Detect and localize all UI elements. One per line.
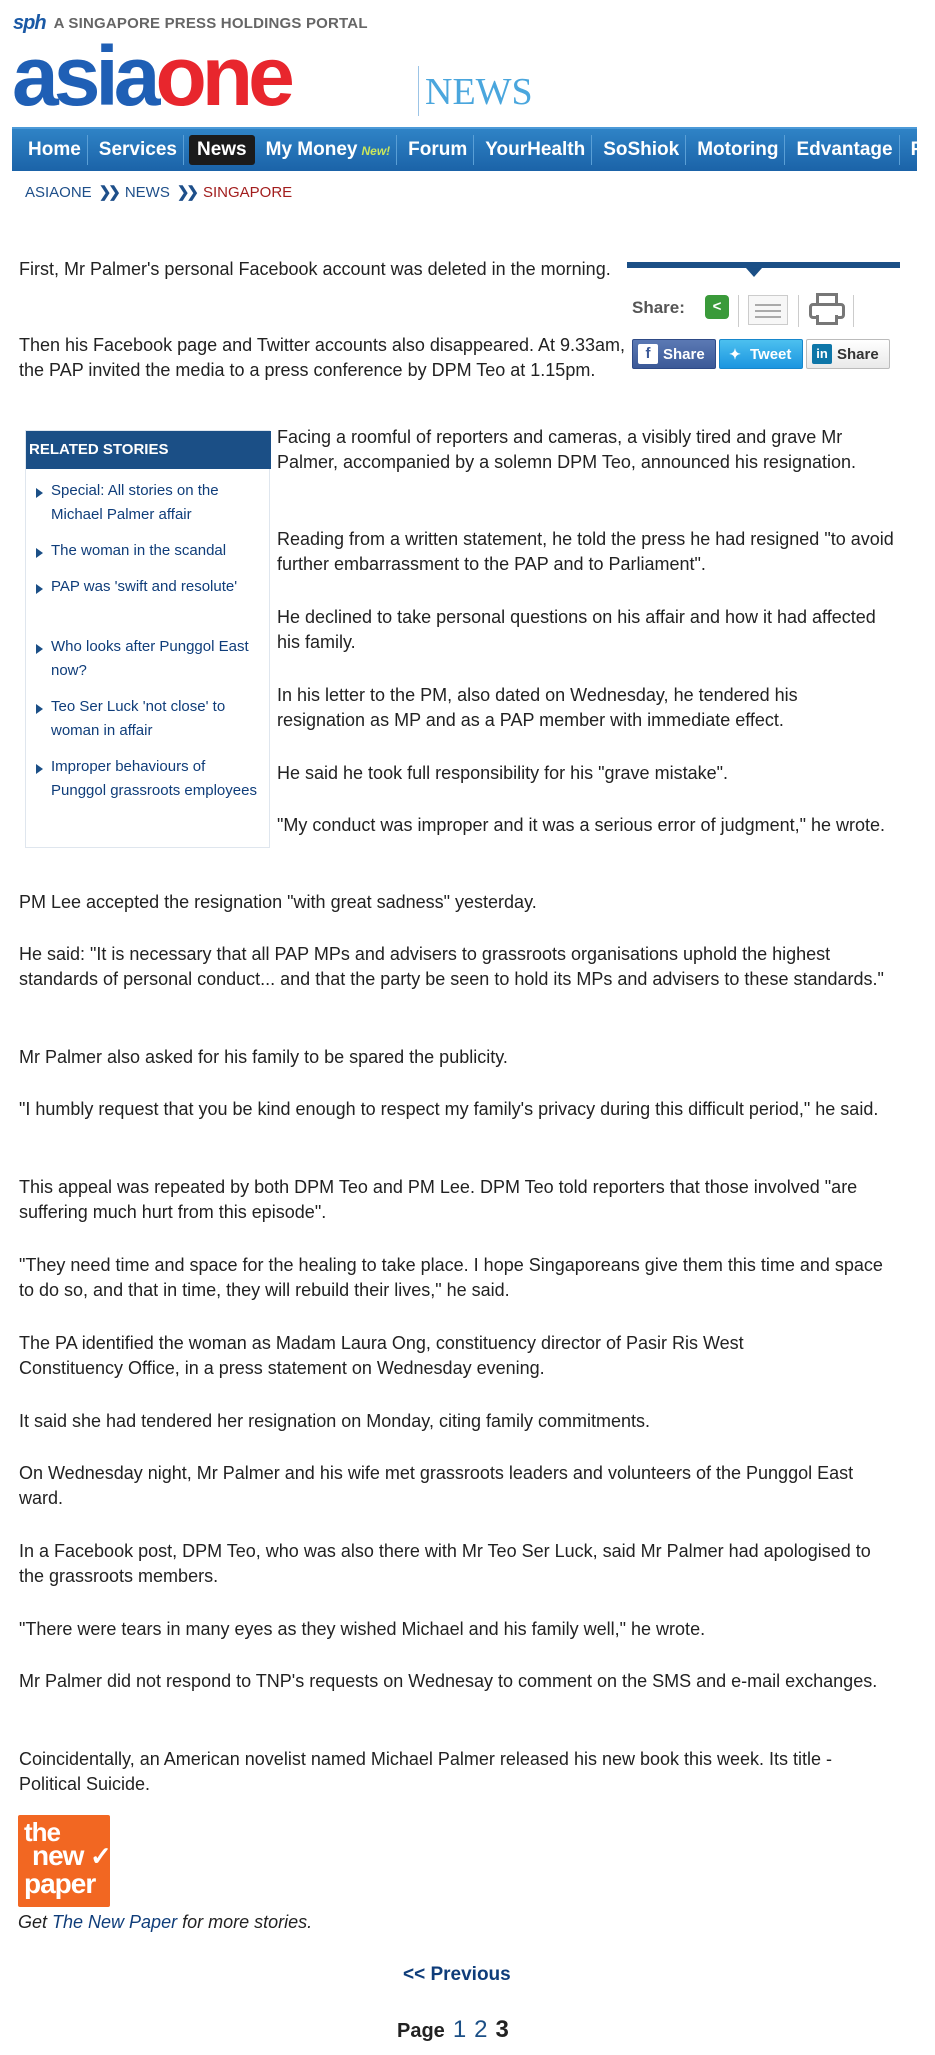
share-icon[interactable]: < (705, 295, 729, 319)
double-chevron-icon: ❯❯ (98, 184, 118, 201)
twitter-tweet-button[interactable] (719, 339, 803, 369)
article-paragraph: In a Facebook post, DPM Teo, who was also there with Mr Teo Ser Luck, said Mr Palmer had apologised to the grassroots members. (19, 1541, 871, 1586)
nav-label: Edvantage (796, 139, 893, 160)
article-paragraph: "I humbly request that you be kind enough to respect my family's privacy during this difficult period," he said. (19, 1099, 879, 1119)
article-paragraph: The PA identified the woman as Madam Laura Ong, constituency director of Pasir Ris West Constituency Office, in a press statement on Wednesday evening. (19, 1333, 744, 1378)
arrow-right-icon (36, 548, 43, 558)
nav-label: My Money (265, 139, 358, 160)
arrow-right-icon (36, 704, 43, 714)
nav-label: Pl (910, 139, 929, 160)
section-title: NEWS (425, 71, 533, 113)
related-story-link[interactable]: The woman in the scandal (51, 542, 227, 559)
page-1-link[interactable]: 1 (452, 2016, 467, 2043)
article-paragraph: Mr Palmer also asked for his family to be spared the publicity. (19, 1047, 508, 1067)
new-badge: New! (361, 144, 391, 158)
sph-logo[interactable]: sph (13, 12, 46, 34)
crumb-singapore[interactable]: SINGAPORE (202, 183, 293, 201)
article-paragraph: Mr Palmer did not respond to TNP's requests on Wednesay to comment on the SMS and e-mail exchanges. (19, 1671, 878, 1691)
checkmark-icon: ✓ (90, 1841, 111, 1871)
related-stories-title: RELATED STORIES (26, 431, 271, 469)
nav-yourhealth[interactable] (479, 135, 592, 165)
article-paragraph: He declined to take personal questions on his affair and how it had affected his family. (277, 607, 876, 652)
logo-asia-text: asia (12, 29, 156, 123)
divider (853, 295, 854, 327)
logo-line-paper: paper (24, 1868, 96, 1899)
facebook-icon: f (638, 344, 658, 364)
portal-text: A SINGAPORE PRESS HOLDINGS PORTAL (53, 15, 368, 32)
article-paragraph: "They need time and space for the healing to take place. I hope Singaporeans give them this time and space to do so, and that in time, they will rebuild their lives," he said. (19, 1255, 883, 1300)
related-story-link[interactable]: Who looks after Punggol East now? (51, 638, 249, 679)
get-prefix: Get (18, 1912, 53, 1932)
logo-divider (418, 66, 419, 116)
twitter-bird-icon: ✦ (729, 346, 741, 362)
article-paragraph: Then his Facebook page and Twitter accounts also disappeared. At 9.33am, the PAP invited the media to a press conference by DPM Teo at 1.15pm. (19, 335, 626, 380)
email-icon[interactable] (748, 295, 788, 325)
print-out (816, 315, 838, 325)
divider (798, 295, 799, 327)
article-paragraph: First, Mr Palmer's personal Facebook account was deleted in the morning. (19, 259, 611, 279)
related-story-link[interactable]: PAP was 'swift and resolute' (51, 578, 238, 595)
arrow-right-icon (36, 644, 43, 654)
article-paragraph: Reading from a written statement, he told the press he had resigned "to avoid further embarrassment to the PAP and to Parliament". (277, 529, 894, 574)
nav-soshiok[interactable] (597, 135, 686, 165)
nav-motoring[interactable] (691, 135, 785, 165)
share-box (627, 262, 900, 372)
logo-one-text: one (155, 29, 290, 123)
divider (738, 295, 739, 327)
the-new-paper-link[interactable]: The New Paper (52, 1912, 178, 1932)
nav-label: SoShiok (603, 139, 680, 160)
nav-home[interactable] (22, 135, 88, 165)
nav-services[interactable] (93, 135, 184, 165)
arrow-right-icon (36, 488, 43, 498)
article-paragraph: In his letter to the PM, also dated on Wednesday, he tendered his resignation as MP and as a PAP member with immediate effect. (277, 685, 798, 730)
site-header (0, 0, 917, 125)
nav-news[interactable] (189, 135, 255, 165)
get-tnp-line (18, 1912, 312, 1933)
nav-edvantage[interactable] (790, 135, 899, 165)
nav-label: Services (98, 139, 177, 160)
arrow-right-icon (36, 584, 43, 594)
pagination (397, 2016, 509, 2044)
double-chevron-icon: ❯❯ (176, 184, 196, 201)
article-paragraph: Facing a roomful of reporters and cameras, a visibly tired and grave Mr Palmer, accompanied by a solemn DPM Teo, announced his resignation. (277, 427, 856, 472)
nav-label: Forum (408, 139, 468, 160)
facebook-share-label: Share (663, 345, 705, 363)
article-paragraph: He said he took full responsibility for his "grave mistake". (277, 763, 728, 783)
article-paragraph: This appeal was repeated by both DPM Teo and PM Lee. DPM Teo told reporters that those involved "are suffering much hurt from this episode". (19, 1177, 858, 1222)
nav-more[interactable] (905, 135, 935, 165)
linkedin-share-button[interactable] (806, 339, 890, 369)
crumb-asiaone[interactable]: ASIAONE (25, 183, 92, 201)
share-notch (746, 268, 762, 277)
arrow-right-icon (36, 764, 43, 774)
main-nav (12, 127, 929, 171)
related-story-link[interactable]: Improper behaviours of Punggol grassroots employees (51, 758, 257, 799)
the-new-paper-logo[interactable] (18, 1815, 110, 1907)
article-paragraph: "My conduct was improper and it was a serious error of judgment," he wrote. (277, 815, 886, 835)
share-label: Share: (632, 298, 685, 317)
related-stories-box (25, 430, 270, 848)
nav-label: Motoring (697, 139, 779, 160)
article-paragraph: He said: "It is necessary that all PAP MPs and advisers to grassroots organisations uphold the highest standards of personal conduct... and that the party be seen to hold its MPs and advisers to these standards." (19, 944, 884, 989)
nav-label: Home (28, 139, 81, 160)
nav-my-money[interactable] (260, 135, 398, 165)
asiaone-logo[interactable] (12, 29, 290, 123)
page-label: Page (397, 2020, 445, 2042)
logo-line-new: new (32, 1840, 84, 1871)
nav-forum[interactable] (402, 135, 474, 165)
get-suffix: for more stories. (177, 1912, 313, 1932)
article-paragraph: "There were tears in many eyes as they wished Michael and his family well," he wrote. (19, 1619, 706, 1639)
page-2-link[interactable]: 2 (474, 2016, 488, 2043)
nav-label: News (196, 139, 247, 160)
page-3-current: 3 (495, 2016, 509, 2043)
related-story-link[interactable]: Teo Ser Luck 'not close' to woman in affair (51, 698, 226, 739)
article-paragraph: Coincidentally, an American novelist named Michael Palmer released his new book this week. Its title - Political Suicide. (19, 1749, 833, 1794)
previous-page-link[interactable]: << Previous (403, 1964, 511, 1985)
twitter-tweet-label: Tweet (750, 345, 792, 363)
breadcrumb (25, 183, 292, 201)
crumb-news[interactable]: NEWS (124, 183, 170, 201)
article-paragraph: On Wednesday night, Mr Palmer and his wife met grassroots leaders and volunteers of the Punggol East ward. (19, 1463, 854, 1508)
linkedin-share-label: Share (837, 345, 879, 363)
logo-line-the: the (24, 1817, 60, 1847)
article-paragraph: PM Lee accepted the resignation "with great sadness" yesterday. (19, 892, 537, 912)
article-paragraph: It said she had tendered her resignation on Monday, citing family commitments. (19, 1411, 650, 1431)
related-story-link[interactable]: Special: All stories on the Michael Palmer affair (51, 482, 219, 523)
print-icon[interactable] (809, 293, 845, 327)
linkedin-icon: in (812, 344, 832, 364)
facebook-share-button[interactable] (632, 339, 716, 369)
nav-label: YourHealth (485, 139, 586, 160)
